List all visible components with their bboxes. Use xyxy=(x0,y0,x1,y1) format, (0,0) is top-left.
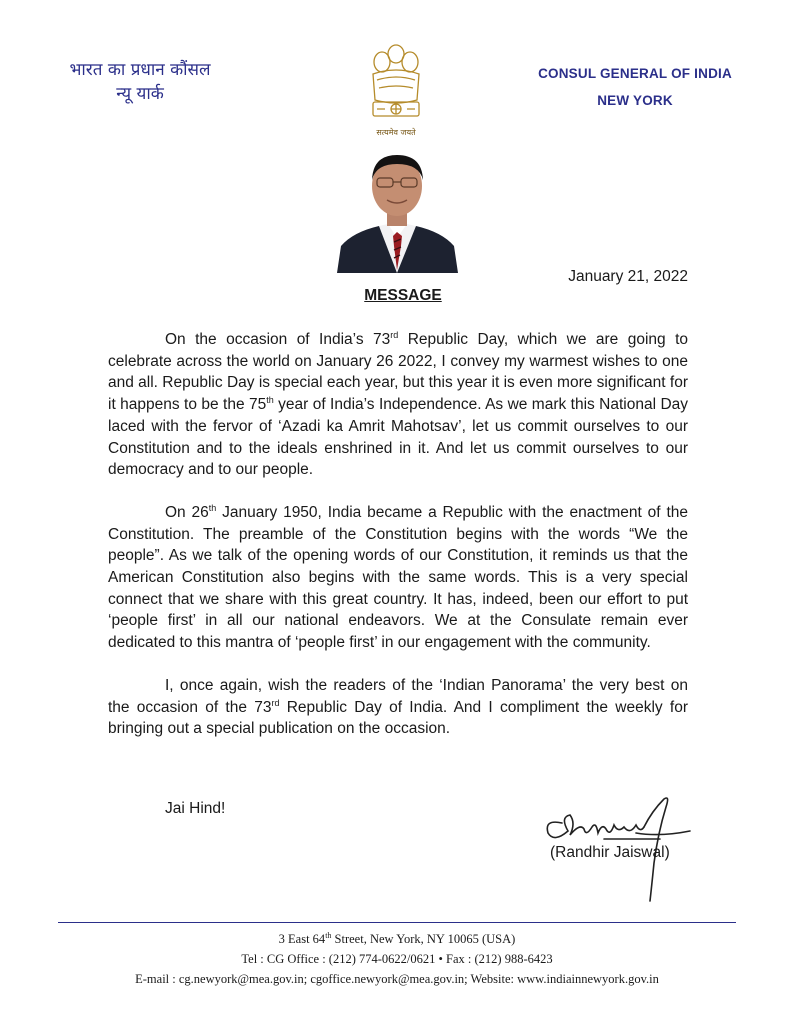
letterhead-english xyxy=(520,60,750,114)
message-heading: MESSAGE xyxy=(364,287,442,304)
paragraph-2: On 26th January 1950, India became a Republic with the enactment of the Constitution. The preamble of the Constitution begins with the words “We the people”. As we talk of the opening words of our Constitution, it reminds us that the American Constitution also begins with the same words. This is a very special connect that we share with this great country. It has, indeed, been our effort to put ‘people first’ in all our national endeavors. We at the Consulate remain ever dedicated to this mantra of ‘people first’ in our engagement with the community. xyxy=(108,502,688,652)
closing-salutation: Jai Hind! xyxy=(165,800,226,817)
footer-phone: Tel : CG Office : (212) 774-0622/0621 • Fax : (212) 988-6423 xyxy=(241,952,553,966)
signatory-name: (Randhir Jaiswal) xyxy=(550,844,670,861)
hindi-title-line1: भारत का प्रधान कौंसल xyxy=(69,60,211,80)
national-emblem-icon xyxy=(363,40,429,140)
letter-date: January 21, 2022 xyxy=(568,268,688,285)
emblem-motto: सत्यमेव जयते xyxy=(376,128,416,137)
message-body xyxy=(108,329,688,761)
letterhead-hindi xyxy=(60,58,220,106)
paragraph-1: On the occasion of India’s 73rd Republic Day, which we are going to celebrate across the world on January 26 2022, I convey my warmest wishes to one and all. Republic Day is special each year, but this year it is even more significant for it happens to be the 75th year of India’s Independence. As we mark this National Day laced with the fervor of ‘Azadi ka Amrit Mahotsav’, let us commit ourselves to our Constitution and to the ideals enshrined in it. And let us commit ourselves to our democracy and to our people. xyxy=(108,329,689,479)
footer-address: 3 East 64th Street, New York, NY 10065 (USA) xyxy=(278,930,516,946)
consul-portrait xyxy=(337,150,458,273)
paragraph-3: I, once again, wish the readers of the ‘Indian Panorama’ the very best on the occasion of the 73rd Republic Day of India. And I compliment the weekly for bringing out a special publication on the occasion. xyxy=(108,676,688,738)
consul-title-line1: CONSUL GENERAL OF INDIA xyxy=(538,66,732,81)
consul-title-line2: NEW YORK xyxy=(597,93,673,108)
footer-divider xyxy=(58,922,736,923)
footer-email: E-mail : cg.newyork@mea.gov.in; cgoffice.newyork@mea.gov.in; Website: www.indiainnewyork.gov.in xyxy=(135,972,659,986)
hindi-title-line2: न्यू यार्क xyxy=(116,84,164,104)
